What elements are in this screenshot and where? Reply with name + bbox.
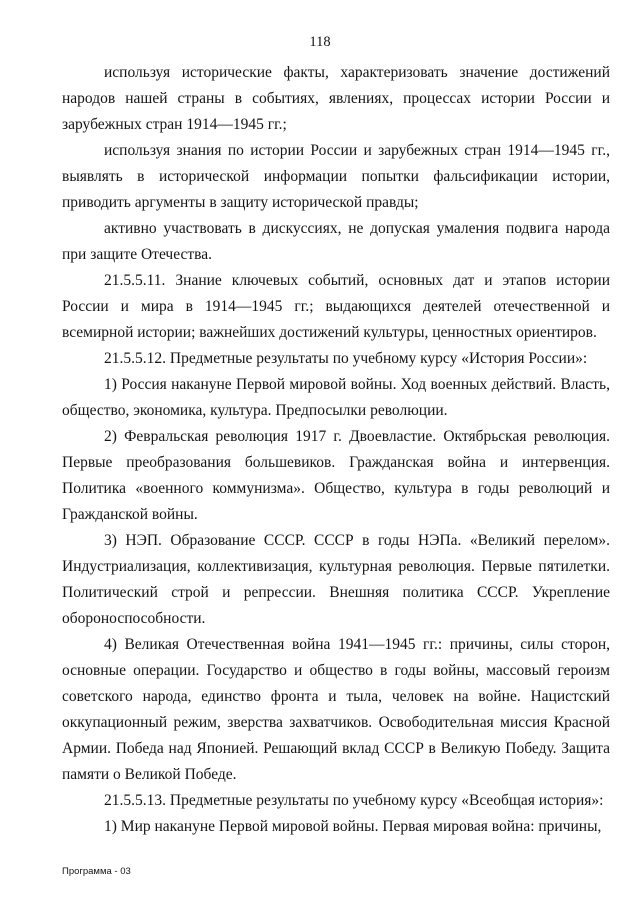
paragraph-7: 2) Февральская революция 1917 г. Двоевластие. Октябрьская революция. Первые преобразования большевиков. Гражданская война и интервенция. Политика «военного коммунизма». Общество, культура в годы революций и Гражданской войны.	[62, 428, 610, 523]
paragraph-4: 21.5.5.11. Знание ключевых событий, основных дат и этапов истории России и мира в 1914—1945 гг.; выдающихся деятелей отечественной и всемирной истории; важнейших достижений культуры, ценностных ориентиров.	[62, 272, 610, 341]
document-body	[62, 60, 610, 840]
paragraph-5: 21.5.5.12. Предметные результаты по учебному курсу «История России»:	[104, 350, 588, 367]
paragraph-3: активно участвовать в дискуссиях, не допуская умаления подвига народа при защите Отечества.	[62, 220, 610, 263]
paragraph-8: 3) НЭП. Образование СССР. СССР в годы НЭПа. «Великий перелом». Индустриализация, коллективизация, культурная революция. Первые пятилетки. Политический строй и репрессии. Внешняя политика СССР. Укрепление обороноспособности.	[62, 532, 610, 627]
paragraph-1: используя исторические факты, характеризовать значение достижений народов нашей страны в событиях, явлениях, процессах истории России и зарубежных стран 1914—1945 гг.;	[62, 64, 610, 133]
paragraph-6: 1) Россия накануне Первой мировой войны. Ход военных действий. Власть, общество, экономика, культура. Предпосылки революции.	[62, 376, 610, 419]
footer-label: Программа - 03	[62, 866, 131, 877]
paragraph-10: 21.5.5.13. Предметные результаты по учебному курсу «Всеобщая история»:	[104, 792, 604, 809]
page-number: 118	[309, 34, 331, 50]
paragraph-2: используя знания по истории России и зарубежных стран 1914—1945 гг., выявлять в исторической информации попытки фальсификации истории, приводить аргументы в защиту исторической правды;	[62, 142, 610, 211]
paragraph-11: 1) Мир накануне Первой мировой войны. Первая мировая война: причины,	[104, 818, 602, 835]
paragraph-9: 4) Великая Отечественная война 1941—1945 гг.: причины, силы сторон, основные операции. Государство и общество в годы войны, массовый героизм советского народа, единство фронта и тыла, человек на войне. Нацистский оккупационный режим, зверства захватчиков. Освободительная миссия Красной Армии. Победа над Японией. Решающий вклад СССР в Великую Победу. Защита памяти о Великой Победе.	[62, 636, 610, 783]
